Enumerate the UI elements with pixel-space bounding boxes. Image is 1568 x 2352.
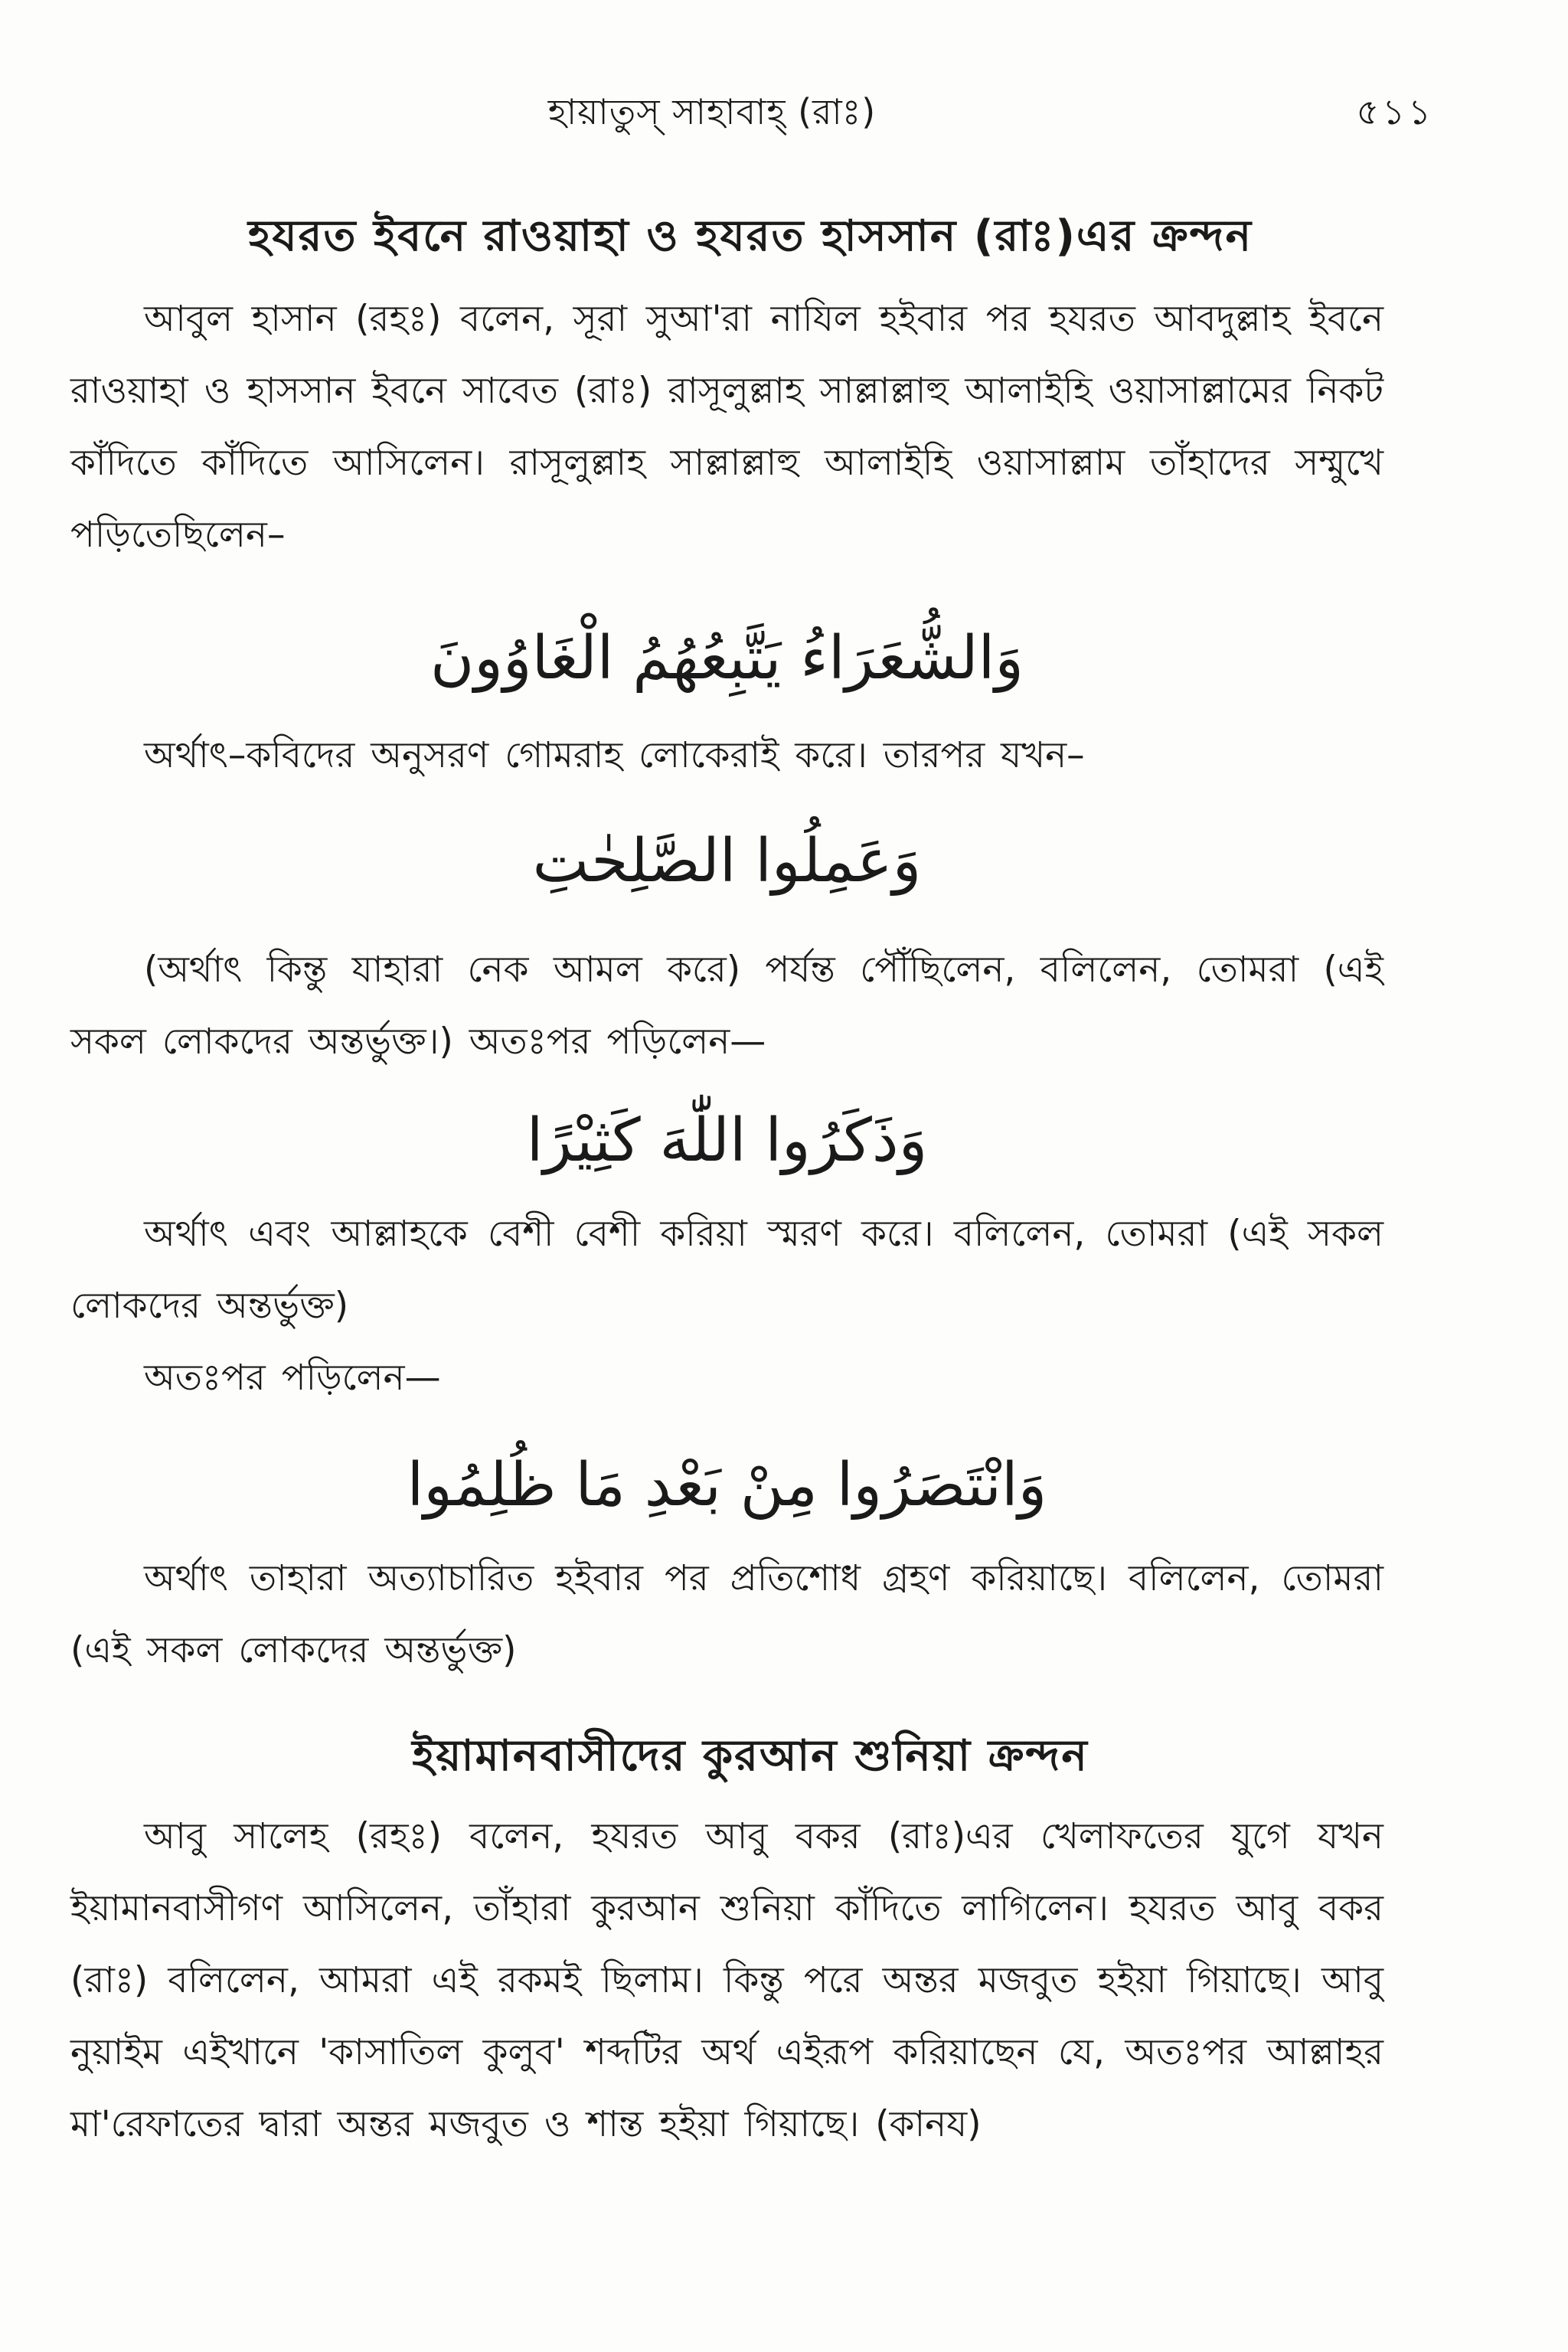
paragraph-remember-allah: অর্থাৎ এবং আল্লাহকে বেশী বেশী করিয়া স্মরণ করে। বলিলেন, তোমরা (এই সকল লোকদের অন্তর্ভুক্ত) [70, 1213, 1383, 1327]
section-heading-ibn-rawaha-hassan: হযরত ইবনে রাওয়াহা ও হযরত হাসসান (রাঃ)এর ক্রন্দন [247, 211, 1253, 261]
paragraph-retaliation: অর্থাৎ তাহারা অত্যাচারিত হইবার পর প্রতিশোধ গ্রহণ করিয়াছে। বলিলেন, তোমরা (এই সকল লোকদের অন্তর্ভুক্ত) [70, 1557, 1383, 1671]
page-number: ৫১১ [1356, 91, 1434, 132]
paragraph-abul-hasan: আবুল হাসান (রহঃ) বলেন, সূরা সুআ'রা নাযিল হইবার পর হযরত আবদুল্লাহ ইবনে রাওয়াহা ও হাসসান ইবনে সাবেত (রাঃ) রাসূলুল্লাহ সাল্লাল্লাহু আলাইহি ওয়াসাল্লামের নিকট কাঁদিতে কাঁদিতে আসিলেন। রাসূলুল্লাহ সাল্লাল্লাহু আলাইহি ওয়াসাল্লাম তাঁহাদের সম্মুখে পড়িতেছিলেন– [70, 298, 1383, 556]
paragraph-then-recited: অতঃপর পড়িলেন— [144, 1357, 441, 1399]
arabic-verse-amilu: وَعَمِلُوا الصَّلِحٰتِ [532, 827, 922, 896]
arabic-verse-dhakaru: وَذَكَرُوا اللّٰهَ كَثِيْرًا [526, 1106, 928, 1175]
arabic-verse-intasaru: وَانْتَصَرُوا مِنْ بَعْدِ مَا ظُلِمُوا [407, 1451, 1047, 1520]
paragraph-good-deeds: (অর্থাৎ কিন্তু যাহারা নেক আমল করে) পর্যন্ত পৌঁছিলেন, বলিলেন, তোমরা (এই সকল লোকদের অন্তর্ভুক্ত।) অতঃপর পড়িলেন— [70, 949, 1383, 1063]
paragraph-meaning-poets: অর্থাৎ–কবিদের অনুসরণ গোমরাহ লোকেরাই করে। তারপর যখন– [144, 734, 1085, 776]
running-title: হায়াতুস্ সাহাবাহ্ (রাঃ) [547, 91, 877, 132]
arabic-verse-shuara: وَالشُّعَرَاءُ يَتَّبِعُهُمُ الْغَاوُونَ [430, 624, 1024, 693]
paragraph-abu-saleh: আবু সালেহ (রহঃ) বলেন, হযরত আবু বকর (রাঃ)এর খেলাফতের যুগে যখন ইয়ামানবাসীগণ আসিলেন, তাঁহারা কুরআন শুনিয়া কাঁদিতে লাগিলেন। হযরত আবু বকর (রাঃ) বলিলেন, আমরা এই রকমই ছিলাম। কিন্তু পরে অন্তর মজবুত হইয়া গিয়াছে। আবু নুয়াইম এইখানে 'কাসাতিল কুলুব' শব্দটির অর্থ এইরূপ করিয়াছেন যে, অতঃপর আল্লাহর মা'রেফাতের দ্বারা অন্তর মজবুত ও শান্ত হইয়া গিয়াছে। (কানয) [70, 1815, 1383, 2145]
section-heading-yemenis: ইয়ামানবাসীদের কুরআন শুনিয়া ক্রন্দন [412, 1731, 1089, 1781]
